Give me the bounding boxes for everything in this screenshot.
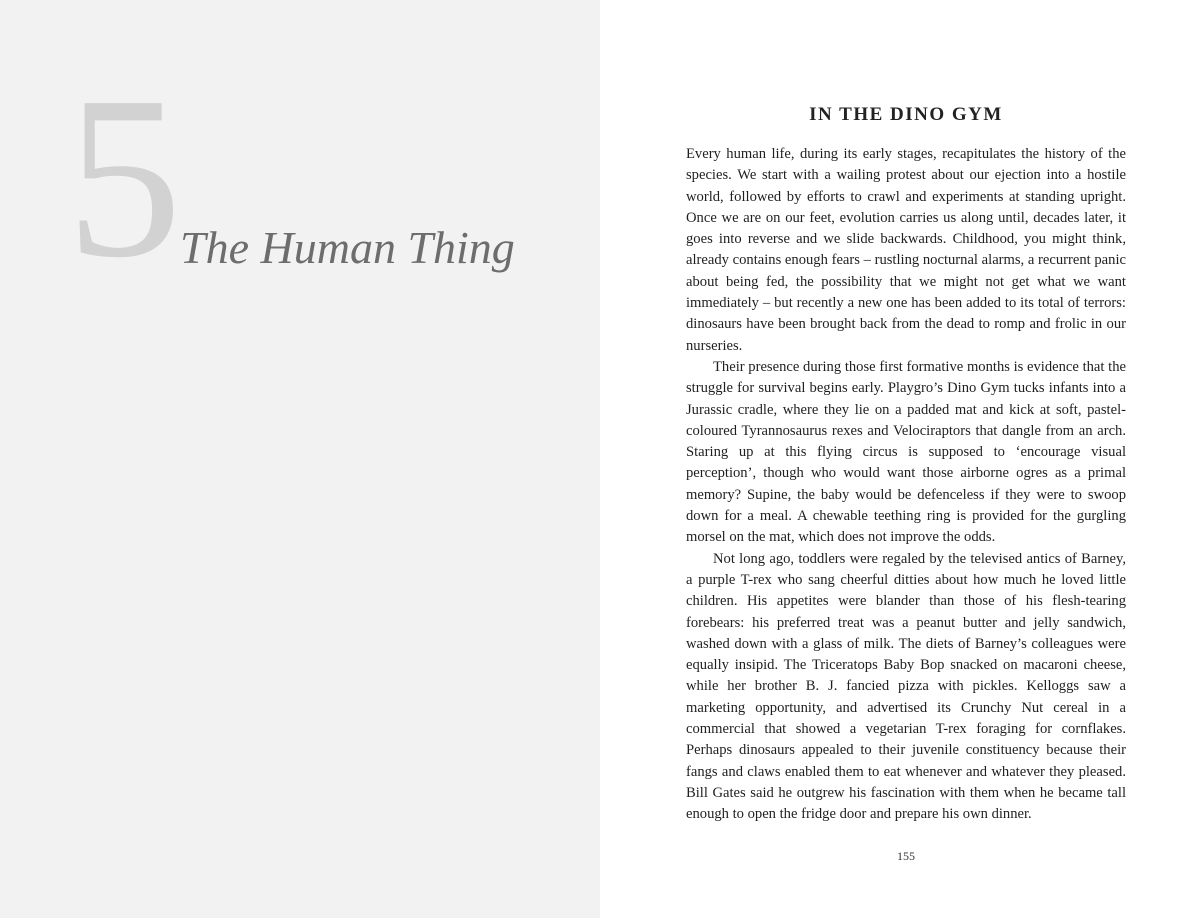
paragraph-3: Not long ago, toddlers were regaled by the televised antics of Barney, a purple T-rex who sang cheerful ditties about how much he loved little children. His appetites were blander than those of his flesh-tearing forebears: his preferred treat was a peanut butter and jelly sandwich, washed down with a glass of milk. The diets of Barney’s colleagues were equally insipid. The Triceratops Baby Bop snacked on macaroni cheese, while her brother B. J. fancied pizza with pickles. Kelloggs saw a marketing opportunity, and advertised its Crunchy Nut cereal in a commercial that showed a vegetarian T-rex foraging for cornflakes. Perhaps dinosaurs appealed to their juvenile constituency because their fangs and claws enabled them to eat whenever and whatever they pleased. Bill Gates said he outgrew his fascination with them when he became tall enough to open the fridge door and prepare his own dinner. [686,550,1126,823]
right-page [600,0,1200,918]
section-heading: IN THE DINO GYM [809,104,1003,125]
body-text [686,144,1126,826]
chapter-number: 5 [66,49,182,306]
paragraph-1: Every human life, during its early stages, recapitulates the history of the species. We start with a wailing protest about our ejection into a hostile world, followed by efforts to crawl and experiments at standing upright. Once we are on our feet, evolution carries us along until, decades later, it goes into reverse and we slide backwards. Childhood, you might think, already contains enough fears – rustling nocturnal alarms, a recurrent panic about being fed, the possibility that we might not get what we want immediately – but recently a new one has been added to its total of terrors: dinosaurs have been brought back from the dead to romp and frolic in our nurseries. [686,146,1126,354]
chapter-title: The Human Thing [180,222,515,273]
paragraph-2: Their presence during those first formative months is evidence that the struggle for survival begins early. Playgro’s Dino Gym tucks infants into a Jurassic cradle, where they lie on a padded mat and kick at soft, pastel-coloured Tyrannosaurus rexes and Velociraptors that dangle from an arch. Staring up at this flying circus is supposed to ‘encourage visual perception’, though who would want those airborne ogres as a primal memory? Supine, the baby would be defenceless if they were to swoop down for a meal. A chewable teething ring is provided for the gurgling morsel on the mat, which does not improve the odds. [686,358,1126,546]
page-number: 155 [897,849,915,863]
